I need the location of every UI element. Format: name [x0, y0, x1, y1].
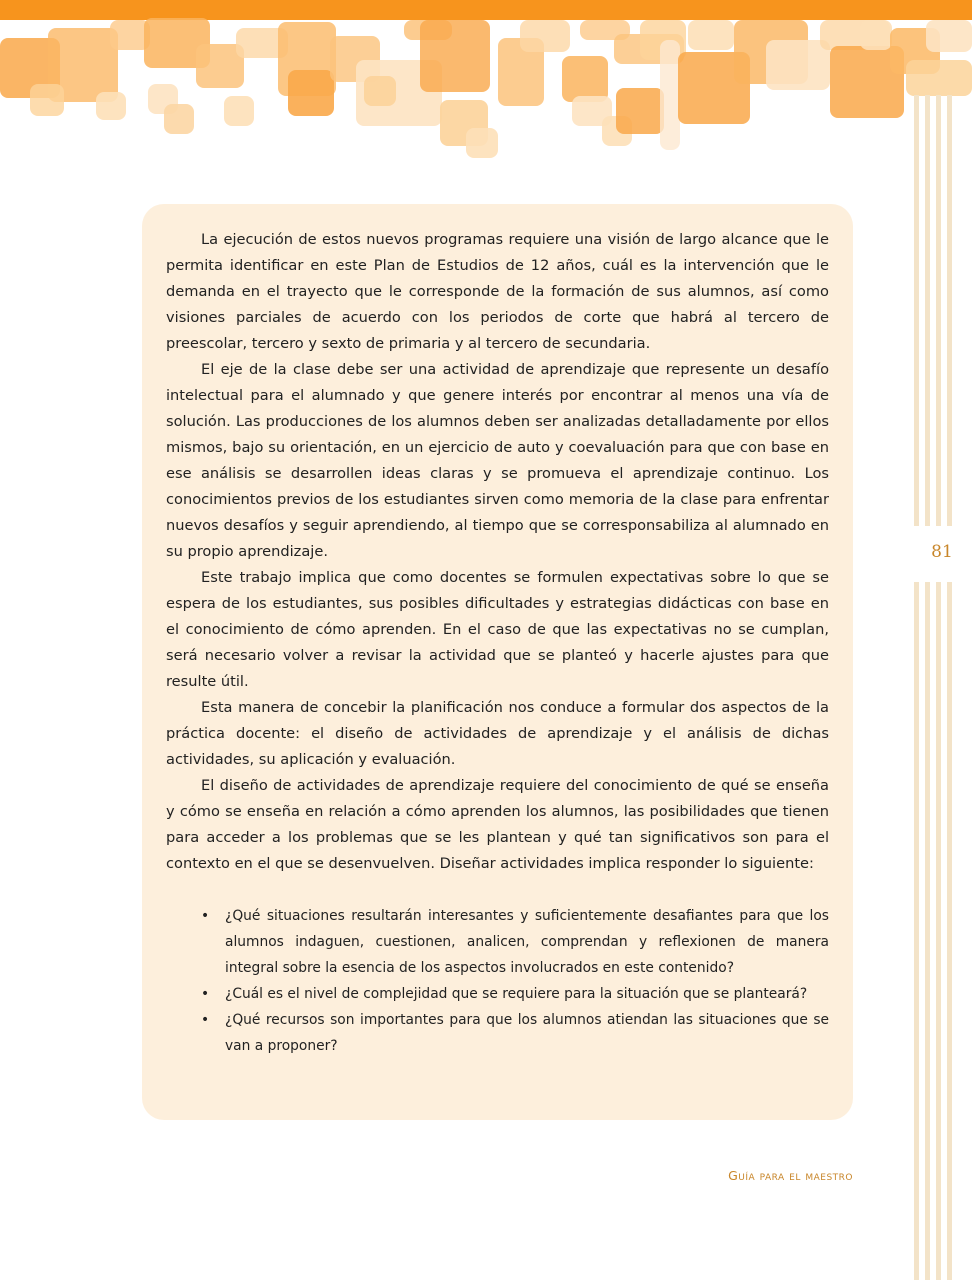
list-item-text: ¿Cuál es el nivel de complejidad que se requiere para la situación que se planteará?: [225, 986, 808, 1002]
margin-stripe: [914, 95, 919, 1280]
footer-title: Guía para el maestro: [728, 1168, 853, 1183]
paragraph: El diseño de actividades de aprendizaje requiere del conocimiento de qué se enseña y cómo se enseña en relación a cómo aprenden los alumnos, las posibilidades que tienen para acceder a los problemas que se les plantean y qué tan significativos son para el contexto en el que se desenvuelven. Diseñar actividades implica responder lo siguiente:: [166, 777, 829, 872]
bullet-icon: •: [201, 1012, 210, 1028]
page-number: 81: [931, 542, 953, 562]
body-text: [166, 227, 829, 1059]
bullet-icon: •: [201, 986, 210, 1002]
margin-stripe: [925, 95, 930, 1280]
paragraph: La ejecución de estos nuevos programas requiere una visión de largo alcance que le permita identificar en este Plan de Estudios de 12 años, cuál es la intervención que le demanda en el trayecto que le corresponde de la formación de sus alumnos, así como visiones parciales de acuerdo con los periodos de corte que habrá al tercero de preescolar, tercero y sexto de primaria y al tercero de secundaria.: [166, 231, 829, 352]
paragraph: Este trabajo implica que como docentes se formulen expectativas sobre lo que se espera de los estudiantes, sus posibles dificultades y estrategias didácticas con base en el conocimiento de cómo aprenden. En el caso de que las expectativas no se cumplan, será necesario volver a revisar la actividad que se planteó y hacerle ajustes para que resulte útil.: [166, 569, 829, 690]
paragraph: Esta manera de concebir la planificación nos conduce a formular dos aspectos de la práctica docente: el diseño de actividades de aprendizaje y el análisis de dichas actividades, su aplicación y evaluación.: [166, 699, 829, 768]
list-item-text: ¿Qué recursos son importantes para que los alumnos atiendan las situaciones que se van a proponer?: [225, 1012, 829, 1054]
list-item-text: ¿Qué situaciones resultarán interesantes y suficientemente desafiantes para que los alumnos indaguen, cuestionen, analicen, comprendan y reflexionen de manera integral sobre la esencia de los aspectos involucrados en este contenido?: [225, 908, 829, 976]
list-item: [166, 1007, 829, 1059]
paragraph: El eje de la clase debe ser una actividad de aprendizaje que represente un desafío intelectual para el alumnado y que genere interés por encontrar al menos una vía de solución. Las producciones de los alumnos deben ser analizadas detalladamente por ellos mismos, bajo su orientación, en un ejercicio de auto y coevaluación para que con base en ese análisis se desarrollen ideas claras y se promueva el aprendizaje continuo. Los conocimientos previos de los estudiantes sirven como memoria de la clase para enfrentar nuevos desafíos y seguir aprendiendo, al tiempo que se corresponsabiliza al alumnado en su propio aprendizaje.: [166, 361, 829, 560]
margin-stripe: [947, 95, 952, 1280]
content-panel: [142, 204, 853, 1120]
list-item: [166, 903, 829, 981]
header-decoration: [0, 0, 972, 170]
question-list: [166, 903, 829, 1059]
list-item: [166, 981, 829, 1007]
bullet-icon: •: [201, 908, 210, 924]
margin-stripe: [936, 95, 941, 1280]
